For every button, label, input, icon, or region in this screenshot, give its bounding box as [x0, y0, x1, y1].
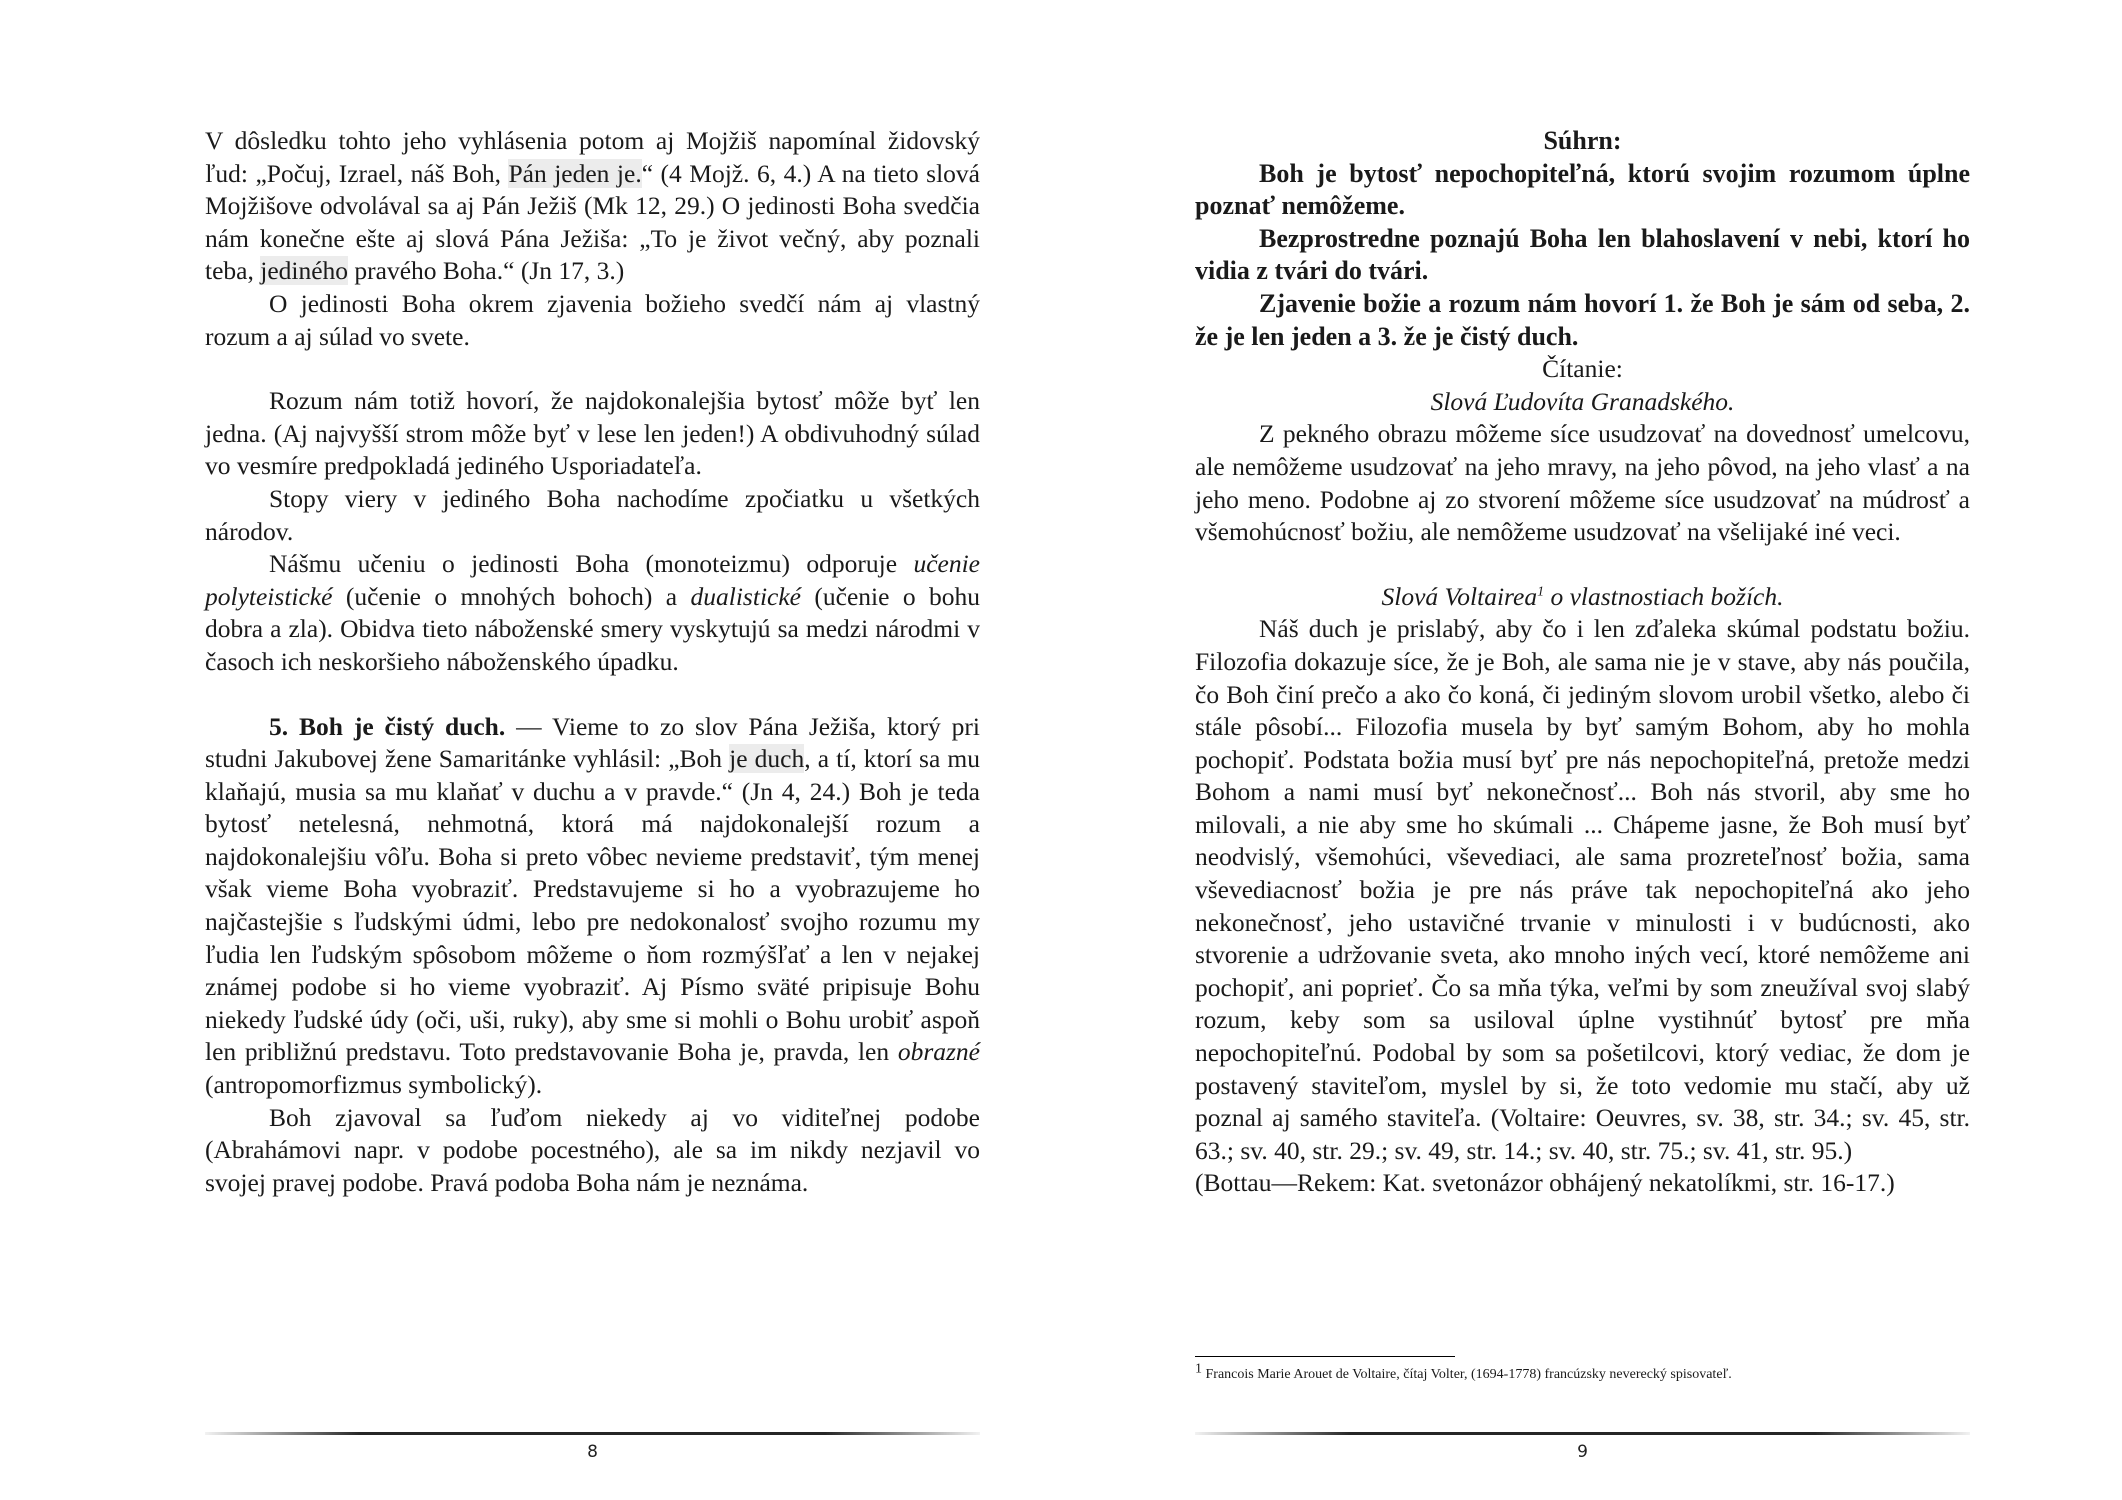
paragraph: Stopy viery v jediného Boha nachodíme zpočiatku u všetkých národov.: [205, 483, 980, 546]
summary-point: Boh je bytosť nepochopiteľná, ktorú svojim rozumom úplne poznať nemôžeme.: [1195, 158, 1970, 221]
footnote-ref: 1: [1537, 584, 1545, 600]
footer-rule: [1195, 1432, 1970, 1435]
reading-title: Slová Voltairea$^1$ o vlastnostiach božích.: [1381, 581, 1784, 611]
summary-point: Zjavenie božie a rozum nám hovorí 1. že Boh je sám od seba, 2. že je len jeden a 3. že je čistý duch.: [1195, 288, 1970, 351]
left-page: [205, 0, 980, 1500]
footer-rule: [205, 1432, 980, 1435]
reading-title: Slová Ľudovíta Granadského.: [1430, 386, 1735, 416]
paragraph: O jedinosti Boha okrem zjavenia božieho svedčí nám aj vlastný rozum a aj súlad vo svete.: [205, 288, 980, 351]
paragraph: Rozum nám totiž hovorí, že najdokonalejšia bytosť môže byť len jedna. (Aj najvyšší strom môže byť v lese len jeden!) A obdivuhodný súlad vo vesmíre predpokladá jediného Usporiadateľa.: [205, 386, 980, 481]
paragraph: Nášmu učeniu o jedinosti Boha (monoteizmu) odporuje učenie polyteistické (učenie o mnohých bohoch) a dualistické (učenie o bohu dobra a zla). Obidva tieto náboženské smery vyskytujú sa medzi národmi v časoch ich neskoršieho náboženského úpadku.: [205, 549, 981, 676]
highlight: je duch: [729, 744, 805, 774]
right-page: [1195, 0, 1970, 1500]
italic-term: učenie polyteistické: [205, 549, 980, 611]
paragraph: V dôsledku tohto jeho vyhlásenia potom aj Mojžiš napomínal židovský ľud: „Počuj, Izrael, náš Boh, Pán jeden je.“ (4 Mojž. 6, 4.) A na tieto slová Mojžišove odvolával sa aj Pán Ježiš (Mk 12, 29.) O jedinosti Boha svedčia nám konečne ešte aj slová Pána Ježiša: „To je život večný, aby poznali teba, jediného pravého Boha.“ (Jn 17, 3.): [205, 126, 980, 286]
italic-term: obrazné: [897, 1037, 980, 1067]
paragraph: Náš duch je prislabý, aby čo i len zďaleka skúmal podstatu božiu. Filozofia dokazuje síce, že je Boh, ale sama nie je v stave, aby nás poučila, čo Boh činí prečo a ako čo koná, či jediným slovom urobil všetko, alebo či stále pôsobí... Filozofia musela by byť samým Bohom, aby ho mohla pochopiť. Podstata božia musí byť pre nás nepochopiteľná, pretože medzi Bohom a nami musí byť nekonečnosť... Boh nás stvoril, aby sme ho milovali, a nie aby sme ho skúmali ... Chápeme jasne, že Boh musí byť neodvislý, všemohúci, vševediaci, ale sama prozreteľnosť božia, sama vševediacnosť božia je pre nás práve tak nepochopiteľná ako jeho nekonečnosť, jeho ustavičné trvanie v minulosti i v budúcnosti, ako stvorenie a udržovanie sveta, ako mnoho iných vecí, ktoré nemôžeme ani pochopiť, ani poprieť. Čo sa mňa týka, veľmi by som zneužíval svoj slabý rozum, keby som sa usiloval úplne vystihnúť bytosť pre mňa nepochopiteľnú. Podobal by som sa pošetilcovi, ktorý vediac, že dom je postavený staviteľom, myslel by si, že toto vedomie mu stačí, aby už poznal aj samého staviteľa. (Voltaire: Oeuvres, sv. 38, str. 34.; sv. 45, str. 63.; sv. 40, str. 29.; sv. 49, str. 14.; sv. 40, str. 75.; sv. 41, str. 95.): [1195, 614, 1970, 1165]
highlight: jediného: [260, 256, 349, 286]
summary-title: Súhrn:: [1543, 126, 1622, 155]
section-heading: 5. Boh je čistý duch.: [269, 711, 506, 741]
footnote: $^1$ Francois Marie Arouet de Voltaire, čítaj Volter, (1694-1778) francúzsky neverecký spisovateľ.: [1195, 1361, 1732, 1382]
paragraph: 5. Boh je čistý duch. — Vieme to zo slov Pána Ježiša, ktorý pri studni Jakubovej žene Samaritánke vyhlásil: „Boh je duch, a tí, ktorí sa mu klaňajú, musia sa mu klaňať v duchu a v pravde.“ (Jn 4, 24.) Boh je teda bytosť netelesná, nehmotná, ktorá má najdokonalejší rozum a najdokonalejšiu vôľu. Boha si preto vôbec nevieme predstaviť, tým menej však vieme Boha vyobraziť. Predstavujeme si ho a vyobrazujeme ho najčastejšie s ľudskými údmi, lebo pre nedokonalosť svojho rozumu my ľudia len ľudským spôsobom môžeme o ňom rozmýšľať a len v nejakej známej podobe si ho vieme vyobraziť. Aj Písmo sväté pripisuje Bohu niekedy ľudské údy (oči, uši, ruky), aby sme si mohli o Bohu urobiť aspoň len približnú predstavu. Toto predstavovanie Boha je, pravda, len obrazné (antropomorfizmus symbolický).: [205, 711, 980, 1100]
paragraph: (Bottau—Rekem: Kat. svetonázor obhájený nekatolíkmi, str. 16-17.): [1195, 1168, 1895, 1198]
footnote-rule: [1195, 1356, 1455, 1357]
page-number: 8: [587, 1442, 598, 1462]
page-number: 9: [1577, 1442, 1588, 1462]
reading-label: Čítanie:: [1542, 354, 1623, 384]
summary-point: Bezprostredne poznajú Boha len blahoslavení v nebi, ktorí ho vidia z tvári do tvári.: [1195, 223, 1970, 286]
paragraph: Boh zjavoval sa ľuďom niekedy aj vo viditeľnej podobe (Abrahámovi napr. v podobe pocestného), ale sa im nikdy nezjavil vo svojej pravej podobe. Pravá podoba Boha nám je neznáma.: [205, 1102, 980, 1197]
paragraph: Z pekného obrazu môžeme síce usudzovať na dovednosť umelcovu, ale nemôžeme usudzovať na jeho mravy, na jeho pôvod, na jeho vlasť a na jeho meno. Podobne aj zo stvorení môžeme síce usudzovať na múdrosť a všemohúcnosť božiu, ale nemôžeme usudzovať na všelijaké iné veci.: [1195, 419, 1970, 547]
highlight: Pán jeden je.: [508, 158, 642, 188]
right-page-text: [1195, 125, 1970, 1200]
italic-term: dualistické: [690, 581, 801, 611]
left-page-text: [205, 125, 980, 1199]
